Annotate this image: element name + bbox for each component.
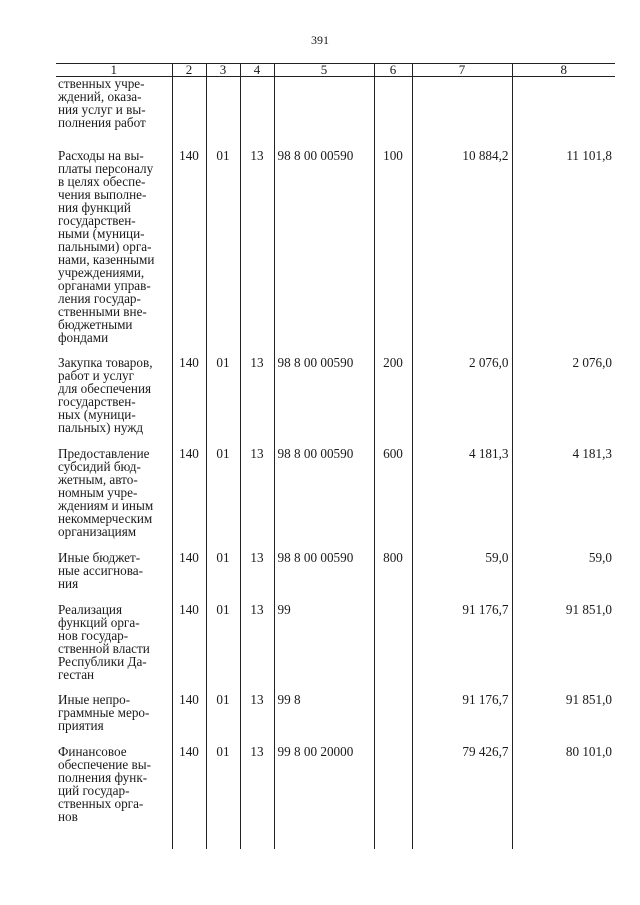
row-expense-type: 600 [374, 447, 412, 551]
row-section [206, 77, 240, 149]
page-number: 391 [311, 33, 329, 47]
table-row [56, 745, 615, 849]
row-expense-type: 200 [374, 356, 412, 447]
column-header-1: 1 [56, 64, 172, 77]
row-target-article: 99 8 00 20000 [274, 745, 374, 849]
table-row [56, 551, 615, 603]
row-amount-year2: 11 101,8 [512, 149, 615, 356]
row-section: 01 [206, 149, 240, 356]
table-row [56, 356, 615, 447]
row-section: 01 [206, 745, 240, 849]
row-amount-year1 [412, 77, 512, 149]
row-amount-year1: 91 176,7 [412, 603, 512, 693]
table-row [56, 603, 615, 693]
row-section: 01 [206, 603, 240, 693]
row-name: Расходы на вы- платы персоналу в целях обеспе- чения выполне- ния функций государствен- ными (муници- пальными) орга- нами, казенными учреждениями, органами управ- ления государ- ственными вне- бюджетными фондами [58, 147, 155, 345]
table-row [56, 447, 615, 551]
row-amount-year2: 2 076,0 [512, 356, 615, 447]
row-target-article: 98 8 00 00590 [274, 447, 374, 551]
row-name: Предоставление субсидий бюд- жетным, авто- номным учре- ждениям и иным некоммерческим организациям [58, 445, 154, 539]
table-row [56, 693, 615, 745]
row-amount-year1: 91 176,7 [412, 693, 512, 745]
column-header-6: 6 [374, 64, 412, 77]
row-section: 01 [206, 447, 240, 551]
row-ministry-code: 140 [172, 447, 206, 551]
row-ministry-code: 140 [172, 149, 206, 356]
header-row [56, 64, 615, 77]
row-expense-type [374, 745, 412, 849]
row-subsection: 13 [240, 356, 274, 447]
row-subsection: 13 [240, 603, 274, 693]
row-name: Закупка товаров, работ и услуг для обеспечения государствен- ных (муници- пальных) нужд [58, 354, 153, 435]
row-target-article: 98 8 00 00590 [274, 149, 374, 356]
row-expense-type [374, 77, 412, 149]
row-ministry-code: 140 [172, 356, 206, 447]
row-amount-year2: 80 101,0 [512, 745, 615, 849]
row-expense-type: 100 [374, 149, 412, 356]
row-expense-type: 800 [374, 551, 412, 603]
row-expense-type [374, 603, 412, 693]
column-header-7: 7 [412, 64, 512, 77]
row-target-article: 98 8 00 00590 [274, 356, 374, 447]
row-subsection: 13 [240, 149, 274, 356]
column-header-2: 2 [172, 64, 206, 77]
row-amount-year1: 2 076,0 [412, 356, 512, 447]
column-header-4: 4 [240, 64, 274, 77]
row-name: Иные бюджет- ные ассигнова- ния [58, 549, 144, 591]
row-target-article: 99 8 [274, 693, 374, 745]
row-amount-year2: 59,0 [512, 551, 615, 603]
row-amount-year2: 91 851,0 [512, 603, 615, 693]
row-name: Иные непро- граммные меро- приятия [58, 691, 150, 733]
row-subsection: 13 [240, 551, 274, 603]
row-ministry-code: 140 [172, 603, 206, 693]
row-expense-type [374, 693, 412, 745]
row-amount-year1: 59,0 [412, 551, 512, 603]
row-target-article [274, 77, 374, 149]
row-subsection [240, 77, 274, 149]
row-name: ственных учре- ждений, оказа- ния услуг и вы- полнения работ [58, 76, 146, 130]
row-amount-year2 [512, 77, 615, 149]
row-amount-year1: 10 884,2 [412, 149, 512, 356]
row-amount-year1: 4 181,3 [412, 447, 512, 551]
row-ministry-code: 140 [172, 693, 206, 745]
row-name: Реализация функций орга- нов государ- ственной власти Республики Да- гестан [58, 601, 150, 682]
row-ministry-code [172, 77, 206, 149]
row-target-article: 99 [274, 603, 374, 693]
row-subsection: 13 [240, 693, 274, 745]
row-section: 01 [206, 356, 240, 447]
row-amount-year2: 4 181,3 [512, 447, 615, 551]
column-header-8: 8 [512, 64, 615, 77]
table-row [56, 77, 615, 149]
row-name: Финансовое обеспечение вы- полнения функ- ций государ- ственных орга- нов [58, 743, 151, 824]
table-row [56, 149, 615, 356]
row-amount-year1: 79 426,7 [412, 745, 512, 849]
row-subsection: 13 [240, 447, 274, 551]
budget-table [56, 63, 615, 849]
row-amount-year2: 91 851,0 [512, 693, 615, 745]
column-header-5: 5 [274, 64, 374, 77]
row-subsection: 13 [240, 745, 274, 849]
row-section: 01 [206, 551, 240, 603]
row-target-article: 98 8 00 00590 [274, 551, 374, 603]
column-header-3: 3 [206, 64, 240, 77]
row-ministry-code: 140 [172, 745, 206, 849]
row-section: 01 [206, 693, 240, 745]
row-ministry-code: 140 [172, 551, 206, 603]
